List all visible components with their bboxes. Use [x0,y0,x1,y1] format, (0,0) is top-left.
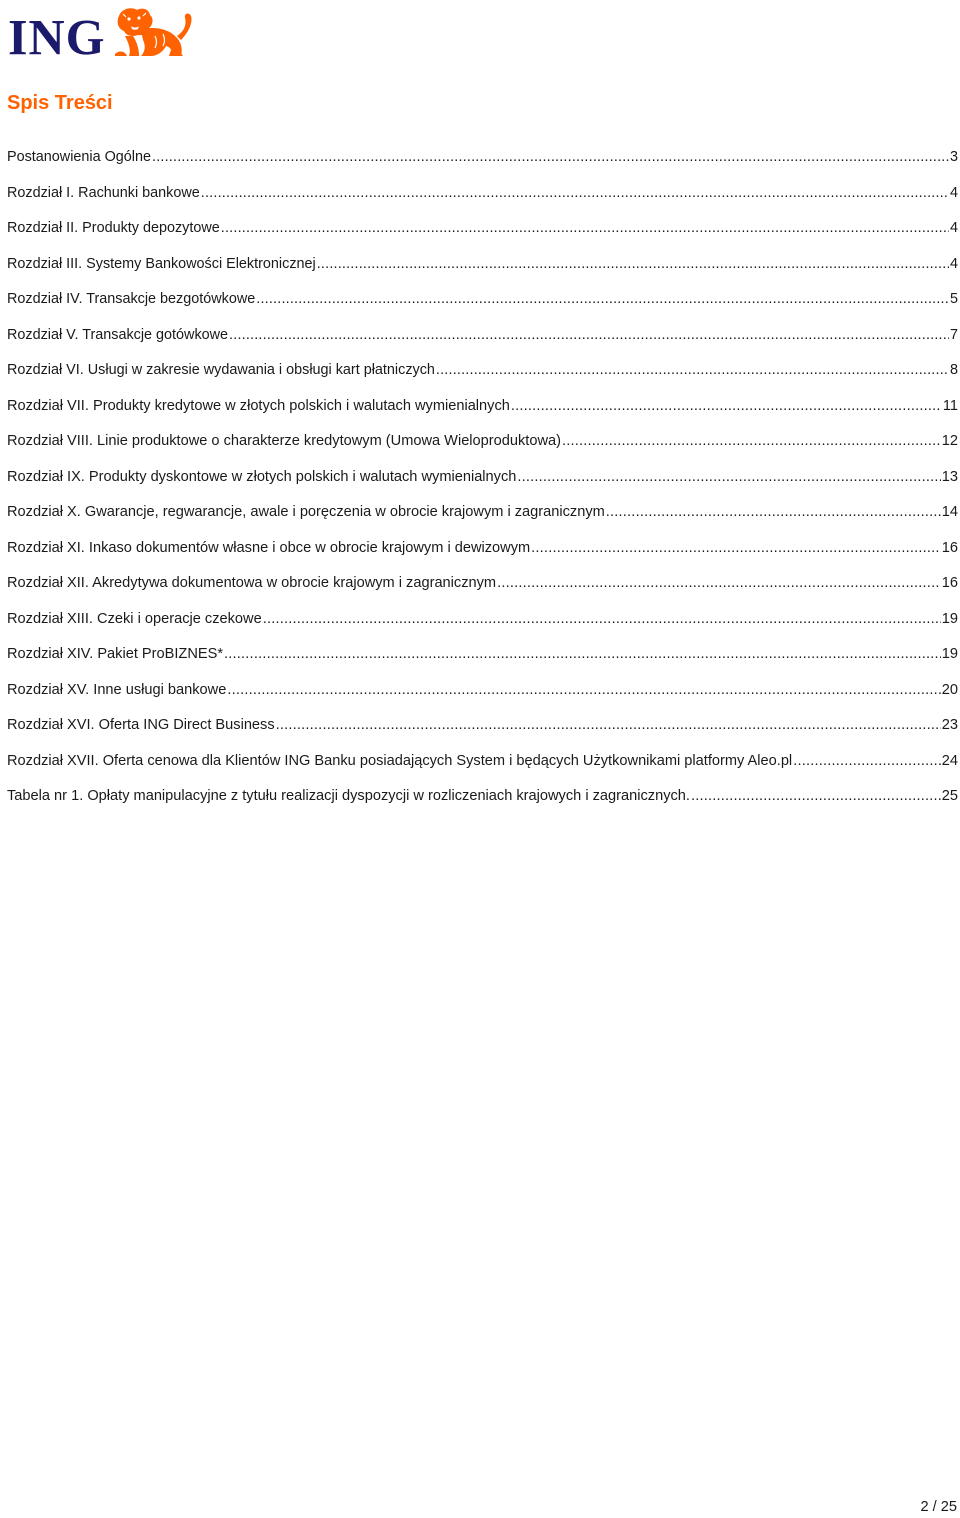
toc-entry[interactable] [7,389,958,425]
toc-entry[interactable] [7,637,958,673]
toc-dot-leader [517,460,940,496]
toc-entry[interactable] [7,744,958,780]
toc-dot-leader [221,211,949,247]
toc-entry[interactable] [7,211,958,247]
toc-entry-page: 25 [941,788,958,804]
toc-entry[interactable] [7,247,958,283]
toc-entry-page: 3 [949,149,958,165]
toc-entry-title: Rozdział XIII. Czeki i operacje czekowe [7,610,262,627]
toc-entry-page: 19 [941,610,958,627]
toc-entry-page: 23 [941,717,958,733]
toc-entry[interactable] [7,353,958,389]
toc-dot-leader [562,424,941,460]
ing-logo [8,4,195,66]
toc-entry-page: 4 [949,220,958,236]
toc-entry[interactable] [7,424,958,460]
lion-icon [111,6,195,62]
toc-entry[interactable] [7,531,958,567]
toc-dot-leader [256,282,949,318]
toc-entry-page: 13 [941,468,958,485]
page-indicator: 2 / 25 [920,1499,957,1515]
toc-entry-page: 16 [941,575,958,591]
toc-entry-page: 16 [941,539,958,556]
toc-entry-title: Rozdział XVI. Oferta ING Direct Business [7,717,275,733]
toc-entry-title: Rozdział VI. Usługi w zakresie wydawania i obsługi kart płatniczych [7,362,435,378]
toc-dot-leader [497,566,941,602]
toc-entry-page: 11 [942,397,958,414]
toc-entry-title: Rozdział III. Systemy Bankowości Elektronicznej [7,255,316,272]
toc-entry-title: Rozdział XV. Inne usługi bankowe [7,681,227,698]
toc-heading: Spis Treści [7,92,113,114]
toc-dot-leader [531,531,941,567]
toc-entry-title: Tabela nr 1. Opłaty manipulacyjne z tytułu realizacji dyspozycji w rozliczeniach krajowych i zagranicznych. [7,788,690,804]
toc-dot-leader [436,353,949,389]
toc-entry-page: 7 [949,326,958,343]
toc-entry-title: Postanowienia Ogólne [7,149,152,165]
toc-entry[interactable] [7,176,958,212]
toc-entry-title: Rozdział IV. Transakcje bezgotówkowe [7,291,256,307]
toc-entry-title: Rozdział X. Gwarancje, regwarancje, awale i poręczenia w obrocie krajowym i zagranicznym [7,504,605,520]
toc-entry-page: 5 [949,291,958,307]
toc-dot-leader [317,247,949,283]
toc-dot-leader [229,318,949,354]
toc-dot-leader [201,176,949,212]
toc-entry-title: Rozdział VIII. Linie produktowe o charakterze kredytowym (Umowa Wieloproduktowa) [7,433,561,449]
toc-entry-title: Rozdział XI. Inkaso dokumentów własne i obce w obrocie krajowym i dewizowym [7,539,531,556]
toc-entry-title: Rozdział I. Rachunki bankowe [7,184,200,201]
toc-entry-page: 14 [941,504,958,520]
toc-entry-page: 12 [941,433,958,449]
toc-entry-title: Rozdział V. Transakcje gotówkowe [7,326,229,343]
toc-entry[interactable] [7,566,958,602]
toc-dot-leader [606,495,941,531]
toc-entry-title: Rozdział XII. Akredytywa dokumentowa w obrocie krajowym i zagranicznym [7,575,497,591]
toc-entry-page: 20 [941,681,958,698]
toc-dot-leader [793,744,941,780]
toc-entry-page: 4 [949,184,958,201]
toc-entry[interactable] [7,460,958,496]
toc-entry-page: 4 [949,255,958,272]
toc-dot-leader [227,673,940,709]
toc-entry-title: Rozdział II. Produkty depozytowe [7,220,220,236]
toc-entry[interactable] [7,673,958,709]
toc-entry[interactable] [7,602,958,638]
toc-dot-leader [224,637,941,673]
toc-entry-title: Rozdział VII. Produkty kredytowe w złotych polskich i walutach wymienialnych [7,397,510,414]
toc-entry[interactable] [7,708,958,744]
toc-entry-page: 8 [949,362,958,378]
toc-entry[interactable] [7,495,958,531]
toc-entry-title: Rozdział XIV. Pakiet ProBIZNES* [7,646,224,662]
toc-entry-title: Rozdział IX. Produkty dyskontowe w złotych polskich i walutach wymienialnych [7,468,517,485]
toc-dot-leader [511,389,942,425]
toc-entry[interactable] [7,318,958,354]
toc-entry[interactable] [7,779,958,815]
toc-entry[interactable] [7,282,958,318]
toc-entry[interactable] [7,140,958,176]
toc-dot-leader [152,140,949,176]
table-of-contents [7,140,958,815]
toc-entry-title: Rozdział XVII. Oferta cenowa dla Klientów ING Banku posiadających System i będących Użytkownikami platformy Aleo.pl [7,752,793,769]
toc-dot-leader [691,779,941,815]
toc-dot-leader [276,708,941,744]
toc-entry-page: 19 [941,646,958,662]
toc-dot-leader [263,602,941,638]
logo-wordmark: ING [8,8,106,66]
toc-entry-page: 24 [941,752,958,769]
